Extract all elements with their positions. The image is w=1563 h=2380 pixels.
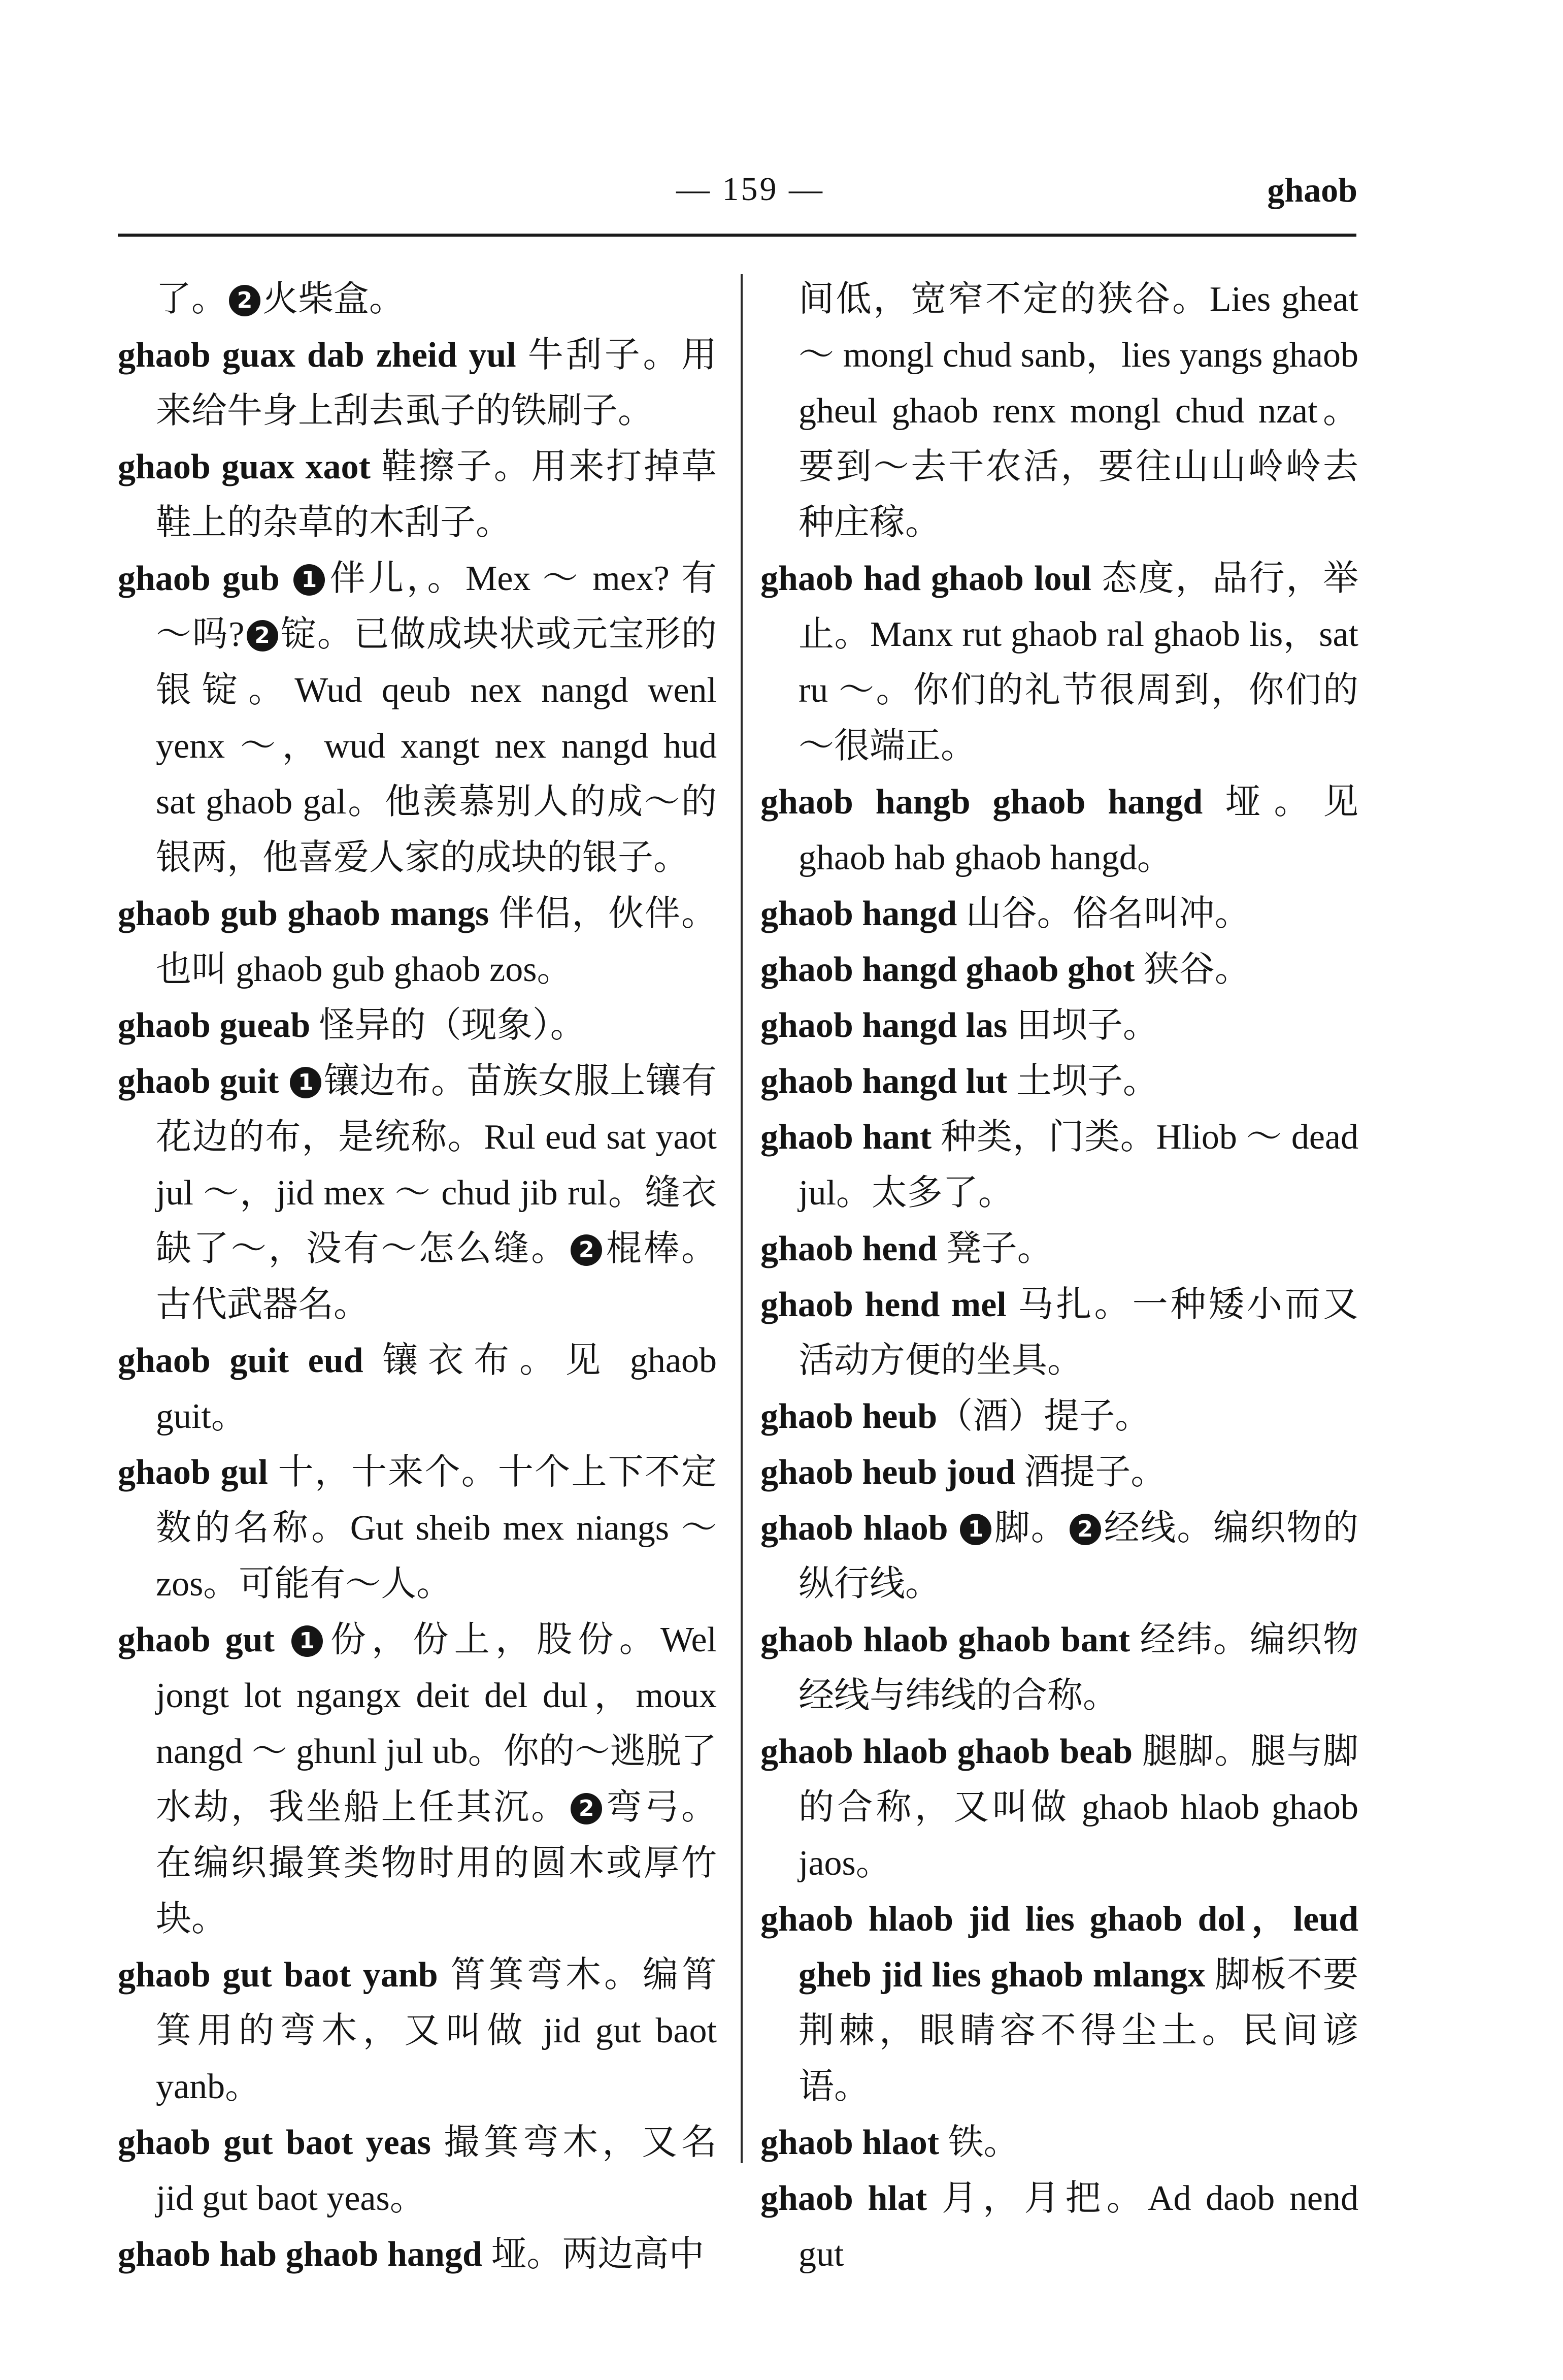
entry-definition: 鞋擦子。用来打掉草鞋上的杂草的木刮子。 xyxy=(156,447,717,542)
entry-headword: ghaob hangd xyxy=(760,894,957,933)
entry-definition xyxy=(275,1620,289,1659)
entry-definition: 脚。 xyxy=(993,1509,1068,1548)
dictionary-entry xyxy=(760,1612,1358,1724)
sense-number-marker: 2 xyxy=(571,1793,602,1824)
dictionary-entry xyxy=(760,1724,1358,1892)
entry-definition: （酒）提子。 xyxy=(937,1397,1151,1436)
left-column xyxy=(118,272,717,2283)
entry-definition: 土坝子。 xyxy=(1007,1062,1158,1101)
entry-definition: 经线。编织物的纵行线。 xyxy=(799,1509,1359,1604)
dictionary-entry xyxy=(760,1389,1358,1445)
entry-headword: ghaob guax dab zheid yul xyxy=(118,336,516,375)
entry-definition: 镶衣布。见 ghaob guit。 xyxy=(156,1341,717,1436)
entry-definition: 了。 xyxy=(156,280,227,319)
entry-definition: 镶边布。苗族女服上镶有花边的布，是统称。Rul eud sat yaot jul ～，jid mex ～ chud jib rul。缝衣缺了～，没有～怎么缝。 xyxy=(156,1062,717,1268)
column-divider xyxy=(741,274,743,2163)
sense-number-marker: 2 xyxy=(229,285,260,316)
page-number: — 159 — xyxy=(676,171,824,208)
entry-definition: 火柴盒。 xyxy=(262,280,405,319)
dictionary-entry xyxy=(118,551,717,886)
entry-definition: 山谷。俗名叫冲。 xyxy=(957,894,1250,933)
dictionary-entry xyxy=(760,1277,1358,1389)
dictionary-entry xyxy=(118,1947,717,2115)
sense-number-marker: 1 xyxy=(293,564,325,596)
dictionary-entry xyxy=(118,2227,717,2283)
entry-definition: 凳子。 xyxy=(937,1229,1053,1268)
entry-headword: ghaob had ghaob loul xyxy=(760,559,1091,598)
dictionary-entry xyxy=(760,998,1358,1054)
entry-headword: ghaob gub xyxy=(118,559,280,598)
dictionary-entry xyxy=(760,2171,1358,2283)
entry-headword: ghaob hangb ghaob hangd xyxy=(760,783,1203,822)
entry-headword: ghaob hlat xyxy=(760,2179,927,2218)
entry-definition: 撮箕弯木，又名 jid gut baot yeas。 xyxy=(156,2123,717,2218)
dictionary-entry xyxy=(760,1221,1358,1277)
entry-definition: 间低，宽窄不定的狭谷。Lies gheat ～ mongl chud sanb，lies yangs ghaob gheul ghaob renx mongl chud nzat。要到～去干农活，要往山山岭岭去种庄稼。 xyxy=(799,280,1358,542)
dictionary-entry xyxy=(760,1054,1358,1110)
dictionary-entry xyxy=(118,1612,717,1947)
entry-definition: 垭。两边高中 xyxy=(482,2235,705,2274)
sense-number-marker: 1 xyxy=(960,1514,991,1545)
dictionary-entry xyxy=(118,998,717,1054)
entry-definition: 怪异的（现象）。 xyxy=(310,1006,586,1045)
entry-definition: 狭谷。 xyxy=(1135,950,1250,989)
entry-headword: ghaob hant xyxy=(760,1118,932,1157)
entry-definition: 垭。见 ghaob hab ghaob hangd。 xyxy=(799,783,1358,877)
dictionary-entry xyxy=(118,1333,717,1445)
entry-headword: ghaob hab ghaob hangd xyxy=(118,2235,482,2274)
header-rule xyxy=(118,234,1356,237)
entry-headword: ghaob gul xyxy=(118,1453,268,1492)
entry-definition: 棍棒。古代武器名。 xyxy=(156,1229,717,1324)
entry-definition: 经纬。编织物经线与纬线的合称。 xyxy=(799,1620,1358,1715)
dictionary-entry xyxy=(760,272,1358,551)
entry-headword: ghaob gut xyxy=(118,1620,275,1659)
dictionary-entry xyxy=(118,272,717,328)
entry-headword: ghaob gub ghaob mangs xyxy=(118,894,489,933)
dictionary-entry xyxy=(118,328,717,439)
entry-headword: ghaob heub xyxy=(760,1397,938,1436)
entry-headword: ghaob heub joud xyxy=(760,1453,1015,1492)
dictionary-entry xyxy=(760,1501,1358,1612)
dictionary-entry xyxy=(760,1892,1358,2115)
right-column xyxy=(760,272,1358,2283)
entry-definition xyxy=(280,559,291,598)
entry-definition: 马扎。一种矮小而又活动方便的坐具。 xyxy=(799,1285,1359,1380)
entry-headword: ghaob guax xaot xyxy=(118,447,371,486)
entry-headword: ghaob hend xyxy=(760,1229,938,1268)
entry-headword: ghaob guit eud xyxy=(118,1341,363,1380)
sense-number-marker: 1 xyxy=(291,1625,323,1657)
sense-number-marker: 2 xyxy=(247,620,278,651)
entry-headword: ghaob gut baot yeas xyxy=(118,2123,431,2162)
entry-definition: 伴儿，。Mex ～ mex? 有～吗? xyxy=(156,559,717,654)
entry-definition xyxy=(279,1062,288,1101)
dictionary-entry xyxy=(118,439,717,551)
sense-number-marker: 2 xyxy=(571,1234,602,1266)
entry-headword: ghaob guit xyxy=(118,1062,279,1101)
entry-headword: ghaob hangd lut xyxy=(760,1062,1008,1101)
entry-headword: ghaob hlaob ghaob beab xyxy=(760,1732,1133,1771)
dictionary-entry xyxy=(118,886,717,998)
dictionary-entry xyxy=(118,1445,717,1612)
entry-definition: 筲箕弯木。编筲箕用的弯木，又叫做 jid gut baot yanb。 xyxy=(156,1955,717,2106)
entry-definition: 伴侣，伙伴。也叫 ghaob gub ghaob zos。 xyxy=(156,894,717,989)
dictionary-entry xyxy=(118,2115,717,2227)
entry-headword: ghaob hangd las xyxy=(760,1006,1008,1045)
dictionary-entry xyxy=(760,1445,1358,1501)
entry-definition: 脚板不要荆棘，眼睛容不得尘土。民间谚语。 xyxy=(799,1955,1358,2106)
entry-headword: ghaob hlaob xyxy=(760,1509,948,1548)
entry-definition: 酒提子。 xyxy=(1015,1453,1167,1492)
entry-definition: 牛刮子。用来给牛身上刮去虱子的铁刷子。 xyxy=(156,336,717,431)
entry-definition: 十，十来个。十个上下不定数的名称。Gut sheib mex niangs ～ zos。可能有～人。 xyxy=(156,1453,717,1604)
entry-headword: ghaob gut baot yanb xyxy=(118,1955,438,1995)
entry-headword: ghaob hangd ghaob ghot xyxy=(760,950,1135,989)
entry-definition: 锭。已做成块状或元宝形的银锭。Wud qeub nex nangd wenl yenx ～，wud xangt nex nangd hud sat ghaob gal。他羡慕别人的成～的银两，他喜爱人家的成块的银子。 xyxy=(156,615,717,877)
entry-definition: 铁。 xyxy=(939,2123,1019,2162)
entry-headword: ghaob hlaob jid lies ghaob dol，leud gheb jid lies ghaob mlangx xyxy=(760,1900,1358,1995)
entry-definition: 份，份上，股份。Wel jongt lot ngangx deit del dul，moux nangd ～ ghunl jul ub。你的～逃脱了水劫，我坐船上任其沉。 xyxy=(156,1620,717,1827)
entry-definition: 腿脚。腿与脚的合称，又叫做 ghaob hlaob ghaob jaos。 xyxy=(799,1732,1358,1883)
entry-definition: 田坝子。 xyxy=(1007,1006,1158,1045)
entry-definition: 弯弓。在编织撮箕类物时用的圆木或厚竹块。 xyxy=(156,1788,717,1939)
dictionary-entry xyxy=(118,1054,717,1333)
entry-headword: ghaob hlaob ghaob bant xyxy=(760,1620,1130,1659)
entry-definition: 月，月把。Ad daob nend gut xyxy=(799,2179,1358,2274)
dictionary-entry xyxy=(760,2115,1358,2171)
sense-number-marker: 1 xyxy=(290,1067,321,1098)
entry-headword: ghaob hend mel xyxy=(760,1285,1007,1324)
dictionary-entry xyxy=(760,774,1358,886)
sense-number-marker: 2 xyxy=(1070,1514,1101,1545)
entry-headword: ghaob gueab xyxy=(118,1006,311,1045)
entry-headword: ghaob hlaot xyxy=(760,2123,940,2162)
dictionary-entry xyxy=(760,1110,1358,1221)
running-head: ghaob xyxy=(1267,171,1357,209)
entry-definition: 种类，门类。Hliob ～ dead jul。太多了。 xyxy=(799,1118,1358,1213)
dictionary-entry xyxy=(760,886,1358,942)
dictionary-entry xyxy=(760,942,1358,998)
dictionary-entry xyxy=(760,551,1358,774)
entry-definition: 态度，品行，举止。Manx rut ghaob ral ghaob lis，sat ru ～。你们的礼节很周到，你们的～很端正。 xyxy=(799,559,1358,766)
entry-definition xyxy=(948,1509,958,1548)
